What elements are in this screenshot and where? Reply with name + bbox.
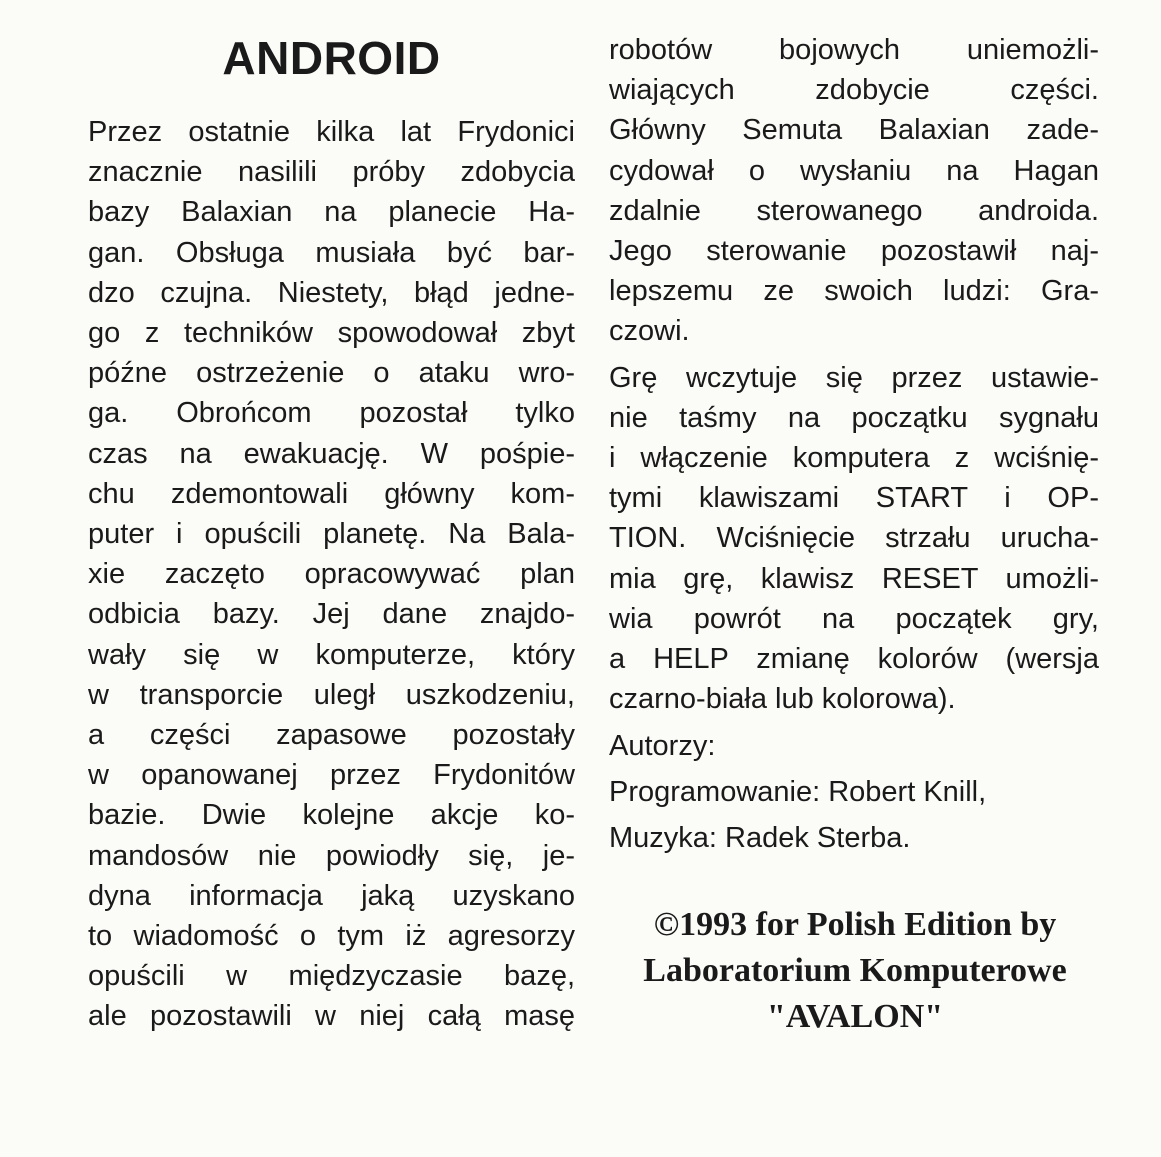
text-line: dzo czujna. Niestety, błąd jedne-: [88, 276, 575, 309]
text-line: tymi klawiszami START i OP-: [609, 482, 1099, 515]
text-line: mandosów nie powiodły się, je-: [88, 839, 575, 872]
text-line: TION. Wciśnięcie strzału urucha-: [609, 522, 1099, 555]
text-line: ale pozostawili w niej całą masę: [88, 1000, 575, 1033]
text-line: Grę wczytuje się przez ustawie-: [609, 361, 1099, 394]
text-line: opuścili w międzyczasie bazę,: [88, 960, 575, 993]
copyright-line: "AVALON": [766, 998, 944, 1035]
text-line: lepszemu ze swoich ludzi: Gra-: [609, 275, 1099, 308]
text-line: czarno-biała lub kolorowa).: [609, 683, 956, 716]
text-line: mia grę, klawisz RESET umożli-: [609, 562, 1099, 595]
loading-instructions-paragraph: [609, 358, 1099, 720]
text-line: wia powrót na początek gry,: [609, 602, 1099, 635]
text-line: xie zaczęto opracowywać plan: [88, 558, 575, 591]
copyright-notice: [605, 902, 1105, 1040]
text-line: nie taśmy na początku sygnału: [609, 401, 1099, 434]
text-line: wiających zdobycie części.: [609, 74, 1099, 107]
text-line: a części zapasowe pozostały: [88, 719, 575, 752]
page-title: ANDROID: [222, 32, 441, 84]
text-line: gan. Obsługa musiała być bar-: [88, 236, 575, 269]
text-line: czowi.: [609, 315, 690, 348]
text-line: dyna informacja jaką uzyskano: [88, 879, 575, 912]
credits-heading: Autorzy:: [609, 730, 716, 762]
story-column-left: [88, 112, 575, 1037]
text-line: chu zdemontowali główny kom-: [88, 477, 575, 510]
text-line: w transporcie uległ uszkodzeniu,: [88, 678, 575, 711]
text-line: go z techników spowodował zbyt: [88, 317, 575, 350]
text-line: ga. Obrońcom pozostał tylko: [88, 397, 575, 430]
credits: [609, 726, 1099, 858]
text-line: cydował o wysłaniu na Hagan: [609, 154, 1099, 187]
text-line: znacznie nasilili próby zdobycia: [88, 156, 575, 189]
credits-music: Muzyka: Radek Sterba.: [609, 822, 911, 854]
story-continuation-paragraph: [609, 30, 1099, 352]
text-line: czas na ewakuację. W pośpie-: [88, 437, 575, 470]
credits-programming: Programowanie: Robert Knill,: [609, 776, 987, 808]
story-column-right: [609, 30, 1099, 719]
text-line: w opanowanej przez Frydonitów: [88, 759, 575, 792]
text-line: robotów bojowych uniemożli-: [609, 34, 1099, 66]
text-line: to wiadomość o tym iż agresorzy: [88, 920, 575, 953]
text-line: Główny Semuta Balaxian zade-: [609, 114, 1099, 147]
text-line: a HELP zmianę kolorów (wersja: [609, 643, 1099, 676]
text-line: i włączenie komputera z wciśnię-: [609, 442, 1099, 475]
text-line: puter i opuścili planetę. Na Bala-: [88, 518, 575, 551]
text-line: późne ostrzeżenie o ataku wro-: [88, 357, 575, 390]
text-line: odbicia bazy. Jej dane znajdo-: [88, 598, 575, 631]
copyright-line: Laboratorium Komputerowe: [643, 952, 1067, 989]
text-line: Jego sterowanie pozostawił naj-: [609, 235, 1099, 268]
text-line: bazy Balaxian na planecie Ha-: [88, 196, 575, 229]
text-line: zdalnie sterowanego androida.: [609, 194, 1099, 227]
copyright-line: ©1993 for Polish Edition by: [653, 906, 1057, 943]
text-line: wały się w komputerze, który: [88, 638, 575, 671]
text-line: bazie. Dwie kolejne akcje ko-: [88, 799, 575, 832]
text-line: Przez ostatnie kilka lat Frydonici: [88, 116, 575, 148]
